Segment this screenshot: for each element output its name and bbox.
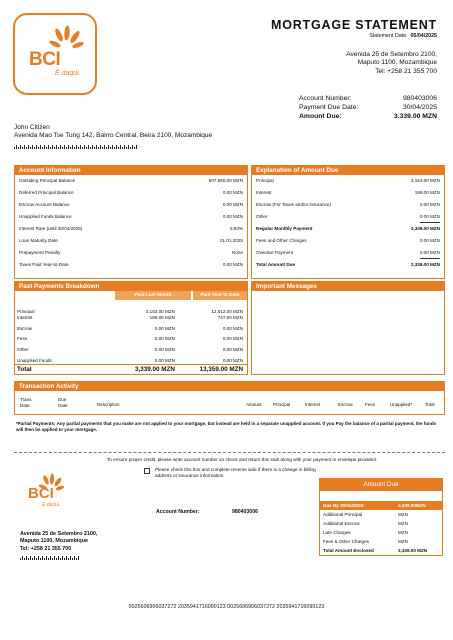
stub-account-number: 980403006 [232, 509, 258, 515]
barcode-bar [96, 145, 97, 149]
barcode-bar [48, 145, 49, 149]
barcode-bar [130, 147, 131, 149]
account-info-row: Unapplied Funds Balance 0.00 MZN [19, 214, 243, 219]
explanation-row: Regular Monthly Payment 3,339.00 MZN [256, 226, 440, 231]
barcode-bar [32, 558, 33, 560]
barcode-bar [68, 145, 69, 149]
barcode-bar [120, 145, 121, 149]
stub-amount-row: Late Charges MZN [323, 530, 408, 535]
barcode-bar [30, 147, 31, 149]
barcode-bar [116, 145, 117, 149]
barcode-bar [52, 145, 53, 149]
due-date: 30/04/2025 [402, 103, 437, 111]
transaction-activity-header: Transaction Activity [15, 382, 444, 391]
account-number: 980403006 [402, 95, 437, 102]
barcode-bar [84, 145, 85, 149]
barcode-bar [46, 556, 47, 560]
stub-logo-text: BCI [28, 485, 54, 502]
address-change-text: Please check this box and complete reverse side if there is a change in billing address or insurance information. [155, 467, 316, 479]
col-fees: Fees [365, 402, 376, 407]
account-info-row: Interest Rate (until 30/04/2025) 5.93% [19, 226, 243, 231]
barcode-bar [118, 147, 119, 149]
barcode-bar [36, 145, 37, 149]
barcode-bar [16, 145, 17, 149]
col-amount: Amount [246, 402, 262, 407]
col-due-date: Due Date [58, 397, 68, 408]
barcode-bar [92, 145, 93, 149]
barcode-bar [44, 145, 45, 149]
barcode-bar [24, 558, 25, 560]
barcode-bar [112, 145, 113, 149]
account-info-row: Prepayment Penalty None [19, 250, 243, 255]
barcode-bar [70, 147, 71, 149]
barcode-bar [76, 145, 77, 149]
barcode-bar [26, 147, 27, 149]
barcode-bar [28, 558, 29, 560]
barcode-bar [38, 147, 39, 149]
barcode-bar [42, 556, 43, 560]
barcode-bar [34, 556, 35, 560]
explanation-row: Escrow (For Taxes and/or insurance) 0.00 MZN [256, 202, 440, 207]
customer-name: John Citizen [14, 124, 50, 131]
barcode-bar [134, 147, 135, 149]
barcode-bar [82, 147, 83, 149]
logo-tagline: É daqui. [55, 70, 81, 77]
address-line: Avenida 25 de Setembro 2100, [20, 531, 98, 537]
stub-account-label: Account Number: [156, 509, 200, 515]
barcode-bar [50, 147, 51, 149]
barcode-bar [108, 145, 109, 149]
stub-amount-due-box [319, 478, 443, 556]
past-payment-row: Other 0.00 MZN 0.00 MZN [17, 347, 243, 353]
col-escrow: Escrow [338, 402, 353, 407]
address-change-checkbox[interactable] [144, 468, 150, 474]
barcode-bar [68, 558, 69, 560]
stub-logo [12, 470, 70, 520]
partial-payments-note: *Partial Payments: Any partial payments that you make are not applied to your mortgage, but instead are held in a separate unapplied account. If you Pay the balance of a partial payment, the funds will then be applied to your mortgage. [16, 421, 437, 432]
tear-line [14, 452, 445, 453]
due-date-label: Payment Due Date: [299, 103, 359, 111]
past-payment-row: Principal 3,153.00 MZN 12,612.00 MZN [17, 309, 243, 314]
bank-address [346, 51, 437, 76]
barcode-bar [100, 145, 101, 149]
barcode-bar [64, 558, 65, 560]
barcode-bar [62, 556, 63, 560]
barcode-bar [76, 558, 77, 560]
statement-title: MORTGAGE STATEMENT [270, 18, 437, 32]
barcode-bar [60, 145, 61, 149]
barcode-bar [70, 556, 71, 560]
stub-amount-row: Additional Principal MZN [323, 512, 408, 517]
barcode-bar [64, 145, 65, 149]
past-payment-row: Escrow 0.00 MZN 0.00 MZN [17, 325, 243, 331]
past-payment-row: Fees 0.00 MZN 0.00 MZN [17, 336, 243, 342]
barcode-bar [36, 558, 37, 560]
stub-amount-row: Additional Escrow MZN [323, 521, 408, 526]
barcode-bar [18, 147, 19, 149]
barcode-bar [98, 147, 99, 149]
barcode-bar [122, 147, 123, 149]
barcode-bar [74, 556, 75, 560]
barcode-bar [58, 147, 59, 149]
stub-amount-row: Total Amount Enclosed 3,339.00 MZN [323, 548, 428, 553]
explanation-header: Explanation of Amount Due [252, 166, 444, 175]
barcode-bar [48, 558, 49, 560]
barcode-bar [66, 556, 67, 560]
barcode-bar [86, 147, 87, 149]
barcode-bar [56, 558, 57, 560]
col-trans-date: Trans. Date [20, 397, 33, 408]
address-line: Tel: +258 21 355 700 [375, 67, 437, 75]
address-line: Maputo 1100, Mozambique [357, 59, 437, 67]
barcode-bar [106, 147, 107, 149]
bci-logo [13, 13, 97, 95]
barcode-bar [44, 558, 45, 560]
barcode-bar [104, 145, 105, 149]
col-interest: Interest [305, 402, 321, 407]
past-payments-rows [15, 309, 247, 364]
account-info-row: Taxes Paid Year-to-Date 0.00 MZN [19, 262, 243, 267]
stub-amount-due-header: Amount Due [320, 479, 442, 491]
account-number-label: Account Number: [299, 95, 352, 102]
explanation-row: Other 0.00 MZN [252, 211, 444, 223]
barcode-bar [20, 145, 21, 149]
barcode-bar [94, 147, 95, 149]
account-info-row: Loan Maturity Date 01.01.2025 [19, 238, 243, 243]
barcode-bar [32, 145, 33, 149]
barcode-bar [114, 147, 115, 149]
barcode-bar [90, 147, 91, 149]
barcode-bar [110, 147, 111, 149]
account-information-rows [15, 175, 247, 271]
past-payment-row: Unapplied Funds 0.00 MZN 0.00 MZN [17, 357, 243, 363]
barcode-bar [52, 558, 53, 560]
stub-postal-barcode [20, 556, 79, 560]
barcode-bar [60, 558, 61, 560]
stub-amount-row: Fees & Other Charges MZN [323, 539, 408, 544]
barcode-bar [128, 145, 129, 149]
barcode-bar [46, 147, 47, 149]
barcode-bar [132, 145, 133, 149]
col-principal: Principal [273, 402, 291, 407]
address-line: Avenida 25 de Setembro 2100, [346, 51, 437, 58]
past-payments-panel [14, 281, 248, 375]
barcode-bar [54, 556, 55, 560]
barcode-bar [54, 147, 55, 149]
barcode-bar [28, 145, 29, 149]
stub-due-row: Due By 30/04/2025: 3,339.00MZN [320, 501, 442, 510]
transaction-activity-panel [14, 381, 445, 415]
account-information-panel [14, 165, 248, 279]
barcode-bar [26, 556, 27, 560]
barcode-bar [88, 145, 89, 149]
barcode-bar [22, 147, 23, 149]
account-info-row: Outsiding Principal Balance 507,855.00 MZN [19, 178, 243, 183]
barcode-bar [136, 145, 137, 149]
explanation-row: Interest 186.00 MZN [256, 190, 440, 195]
important-messages-panel [251, 281, 445, 375]
explanation-panel [251, 165, 445, 279]
barcode-bar [30, 556, 31, 560]
barcode-bar [72, 558, 73, 560]
important-messages-header: Important Messages [252, 282, 444, 291]
barcode-bar [102, 147, 103, 149]
paid-last-month-header: Paid Last Month [115, 291, 191, 300]
barcode-bar [124, 145, 125, 149]
past-payment-row: Interest 186.00 MZN 747.00 MZN [17, 314, 243, 320]
barcode-bar [56, 145, 57, 149]
col-unapplied: Unapplied* [390, 402, 413, 407]
customer-block [14, 124, 212, 141]
amount-due-label: Amount Due: [299, 112, 342, 120]
stub-logo-tagline: É daqui. [42, 502, 61, 508]
statement-date-value: 05/04/2025 [410, 33, 437, 39]
barcode-bar [34, 147, 35, 149]
barcode-bar [40, 558, 41, 560]
paid-ytd-header: Paid Year to Date [193, 291, 247, 300]
past-payments-header: Past Payments Breakdown [15, 282, 247, 291]
barcode-bar [42, 147, 43, 149]
account-summary [299, 95, 437, 121]
barcode-bar [80, 145, 81, 149]
barcode-bar [66, 147, 67, 149]
stub-bank-address [20, 531, 97, 553]
customer-address: Avenida Mao Tse Tung 142, Bairro Central, Beira 2100, Mozambique [14, 132, 213, 140]
postal-barcode [14, 145, 137, 149]
barcode-bar [78, 556, 79, 560]
address-line: Maputo 1100, Mozambique [20, 538, 88, 545]
logo-text: BCI [29, 49, 61, 70]
stub-instruction: To ensure proper credit, please write account number on check and return this stub along with your payment in envelope provided. [106, 457, 378, 462]
col-description: Description [97, 402, 120, 407]
barcode-bar [74, 147, 75, 149]
statement-date-label: Statement Date: [369, 33, 408, 39]
explanation-row: Fees and Other Charges 0.00 MZN [256, 238, 440, 243]
barcode-bar [62, 147, 63, 149]
explanation-row: Overdue Payment 0.00 MZN [252, 247, 444, 259]
barcode-bar [14, 147, 15, 149]
explanation-rows [252, 175, 444, 271]
scanline: 0025606906037272 2035941716090123 0025606906037272 2035941716090123 [128, 604, 325, 610]
barcode-bar [22, 556, 23, 560]
explanation-row: Principal 3,153.00 MZN [256, 178, 440, 183]
account-info-row: Escrow Account Balance 0.00 MZN [19, 202, 243, 207]
statement-date [369, 33, 437, 39]
past-payments-total: Total 3,339.00 MZN 13,359.00 MZN [15, 364, 247, 374]
barcode-bar [126, 147, 127, 149]
past-payments-subheader [15, 291, 247, 300]
barcode-bar [72, 145, 73, 149]
barcode-bar [58, 556, 59, 560]
explanation-row: Total Amount Due 3,339.00 MZN [256, 262, 440, 267]
barcode-bar [40, 145, 41, 149]
barcode-bar [50, 556, 51, 560]
barcode-bar [24, 145, 25, 149]
barcode-bar [78, 147, 79, 149]
barcode-bar [20, 558, 21, 560]
account-information-header: Account Information [15, 166, 247, 175]
address-line: Tel: +258 21 355 700 [20, 545, 72, 552]
col-total: Total [425, 402, 435, 407]
account-info-row: Deferred Principal Balance 0.00 MZN [19, 190, 243, 195]
amount-due: 3.339.00 MZN [393, 112, 437, 120]
barcode-bar [38, 556, 39, 560]
